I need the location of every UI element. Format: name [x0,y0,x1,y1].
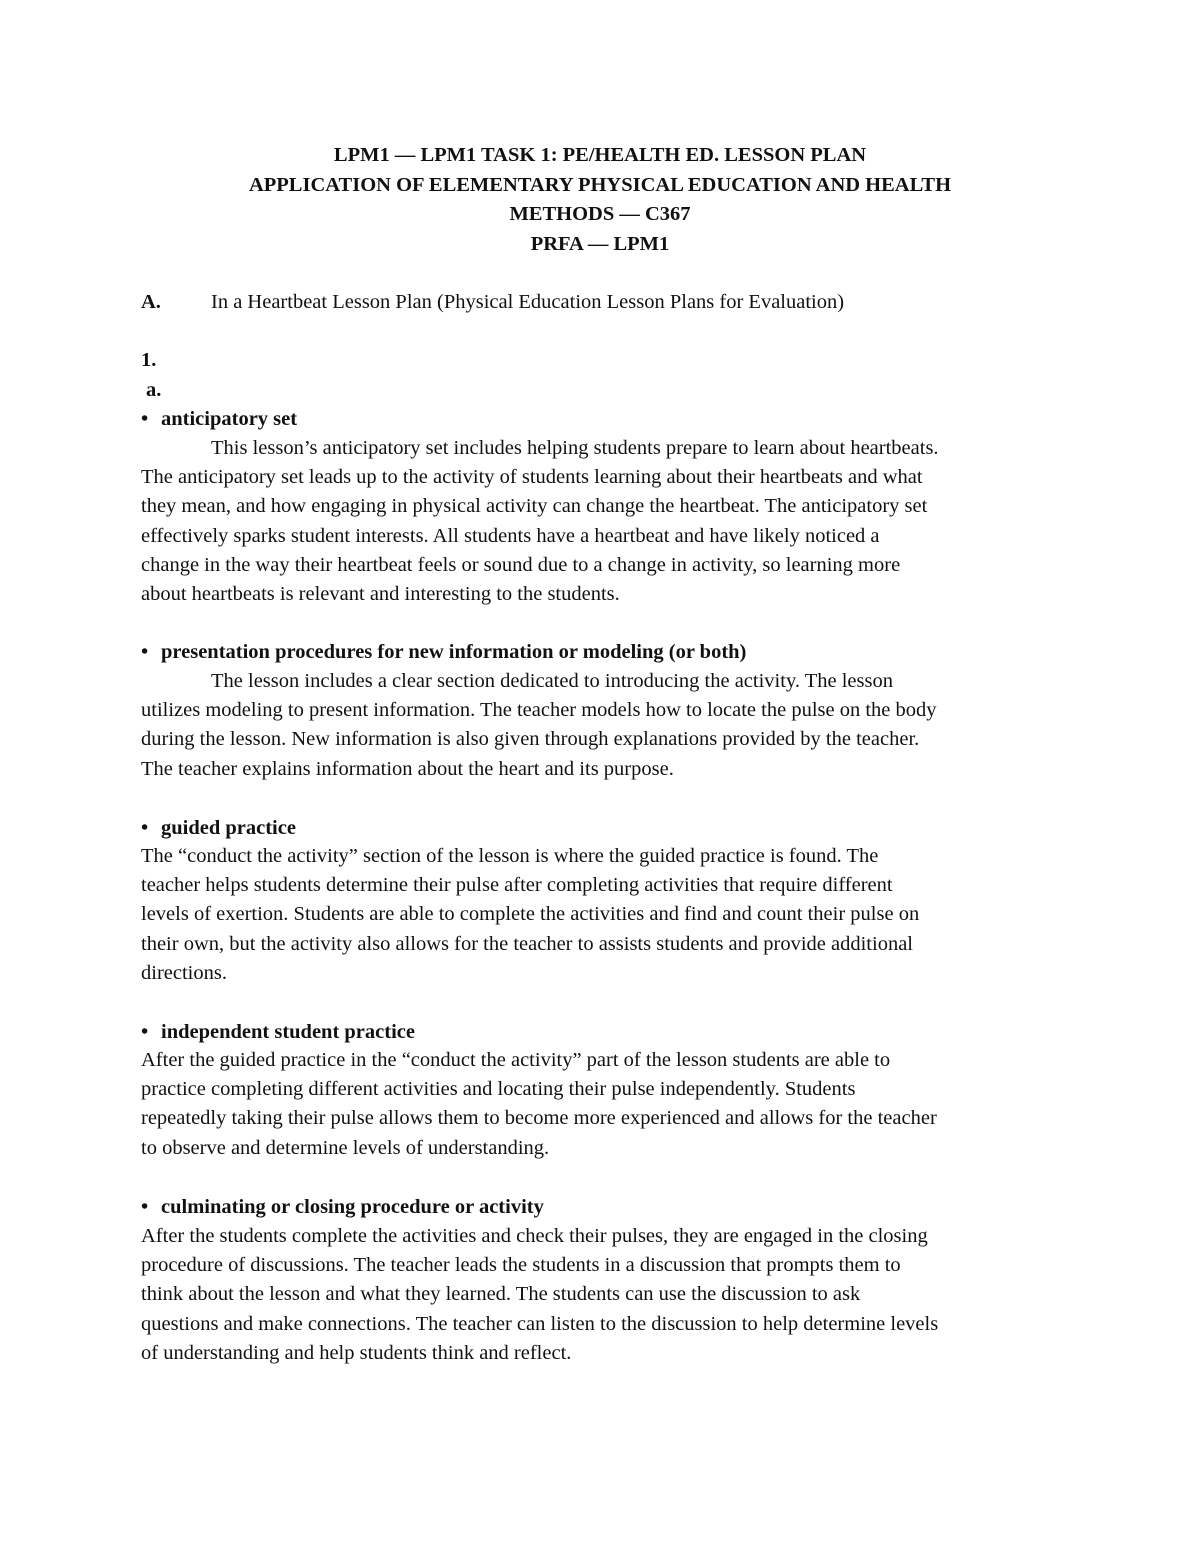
bullet-icon: • [141,641,149,663]
section-heading-guided-practice [141,813,296,843]
section-heading-label: independent student practice [161,1021,415,1043]
section-heading-label: guided practice [161,817,296,839]
document-header [140,141,1060,259]
section-heading-label: culminating or closing procedure or activity [161,1196,544,1218]
bullet-icon: • [141,1196,149,1218]
item-number-marker: 1. [141,349,157,371]
sub-item-marker: a. [146,379,162,401]
paragraph-line: during the lesson. New information is also given through explanations provided by the teacher. [141,728,920,751]
section-heading-anticipatory-set [141,404,297,434]
paragraph-line: utilizes modeling to present information. The teacher models how to locate the pulse on the body [141,699,937,722]
paragraph-line: The “conduct the activity” section of the lesson is where the guided practice is found. The [141,845,879,867]
section-body-independent-practice [141,1046,1061,1163]
paragraph-line: The lesson includes a clear section dedicated to introducing the activity. The lesson [211,670,893,692]
bullet-icon: • [141,1021,149,1043]
paragraph-line: After the guided practice in the “conduct the activity” part of the lesson students are able to [141,1049,891,1071]
paragraph-line: levels of exertion. Students are able to complete the activities and find and count their pulse on [141,903,920,926]
paragraph-line: about heartbeats is relevant and interesting to the students. [141,583,620,606]
section-body-anticipatory-set [141,434,1061,609]
paragraph-line: This lesson’s anticipatory set includes helping students prepare to learn about heartbeats. [211,437,939,459]
paragraph-line: directions. [141,961,227,984]
paragraph-line: questions and make connections. The teacher can listen to the discussion to help determine levels [141,1312,939,1335]
section-body-guided-practice [141,842,1061,988]
paragraph-line: to observe and determine levels of understanding. [141,1136,550,1159]
paragraph-line: After the students complete the activities and check their pulses, they are engaged in the closing [141,1225,928,1247]
paragraph-line: effectively sparks student interests. All students have a heartbeat and have likely noticed a [141,524,880,547]
section-a-heading [141,287,844,317]
paragraph-line: teacher helps students determine their pulse after completing activities that require different [141,874,893,897]
section-heading-independent-practice [141,1017,415,1047]
paragraph-line: their own, but the activity also allows for the teacher to assists students and provide additional [141,932,913,955]
paragraph-line: The teacher explains information about the heart and its purpose. [141,757,674,780]
paragraph-line: practice completing different activities and locating their pulse independently. Students [141,1078,856,1101]
section-heading-label: anticipatory set [161,408,298,430]
header-line-3: METHODS — C367 [509,203,691,225]
paragraph-line: change in the way their heartbeat feels or sound due to a change in activity, so learning more [141,553,901,576]
paragraph-line: think about the lesson and what they learned. The students can use the discussion to ask [141,1283,861,1306]
header-line-4: PRFA — LPM1 [530,232,670,255]
section-heading-presentation-procedures [141,637,746,667]
section-body-presentation-procedures [141,667,1061,784]
header-line-2: APPLICATION OF ELEMENTARY PHYSICAL EDUCATION AND HEALTH [248,173,952,196]
section-body-closing-procedure [141,1222,1061,1368]
section-a-title: In a Heartbeat Lesson Plan (Physical Education Lesson Plans for Evaluation) [211,291,845,313]
bullet-icon: • [141,817,149,839]
paragraph-line: of understanding and help students think and reflect. [141,1341,572,1364]
paragraph-line: they mean, and how engaging in physical activity can change the heartbeat. The anticipatory set [141,495,928,518]
header-line-1: LPM1 — LPM1 TASK 1: PE/HEALTH ED. LESSON PLAN [333,144,867,166]
section-heading-closing-procedure [141,1192,544,1222]
section-heading-label: presentation procedures for new information or modeling (or both) [161,641,747,663]
section-a-letter: A. [141,291,161,313]
paragraph-line: procedure of discussions. The teacher leads the students in a discussion that prompts them to [141,1254,901,1277]
paragraph-line: repeatedly taking their pulse allows them to become more experienced and allows for the teacher [141,1107,937,1130]
paragraph-line: The anticipatory set leads up to the activity of students learning about their heartbeats and what [141,466,923,489]
bullet-icon: • [141,408,149,430]
